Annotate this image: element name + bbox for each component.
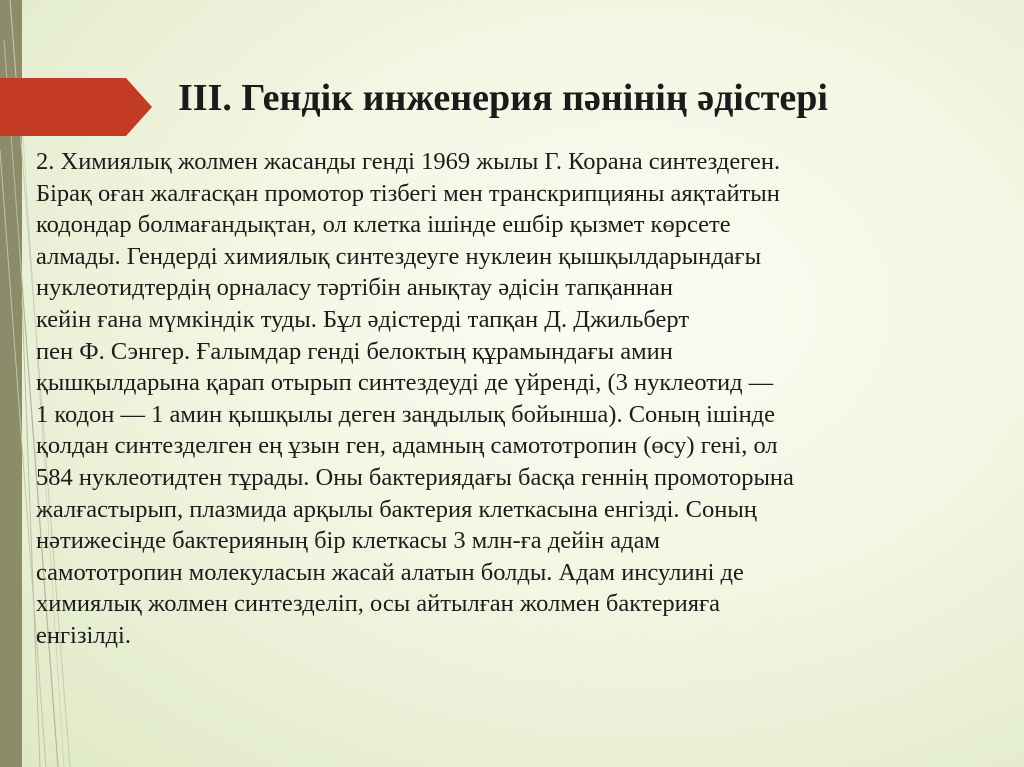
body-line: кодондар болмағандықтан, ол клетка ішінде ешбір қызмет көрсете — [36, 211, 731, 239]
body-line: нуклеотидтердің орналасу тәртібін анықтау әдісін тапқаннан — [36, 274, 673, 302]
body-line: 584 нуклеотидтен тұрады. Оны бактериядағы басқа геннің промоторына — [36, 463, 794, 491]
body-line: алмады. Гендерді химиялық синтездеуге нуклеин қышқылдарындағы — [36, 242, 762, 270]
body-line: нәтижесінде бактерияның бір клеткасы 3 млн-ға дейін адам — [36, 527, 660, 555]
body-line: қолдан синтезделген ең ұзын ген, адамның самототропин (өсу) гені, ол — [36, 432, 778, 460]
slide-title: III. Гендік инженерия пәнінің әдістері — [178, 77, 828, 119]
body-line: 2. Химиялық жолмен жасанды генді 1969 жылы Г. Корана синтездеген. — [36, 148, 781, 175]
body-line: 1 кодон — 1 амин қышқылы деген заңдылық бойынша). Соның ішінде — [36, 400, 776, 428]
title-arrow-banner — [0, 78, 152, 136]
body-line: химиялық жолмен синтезделіп, осы айтылған жолмен бактерияға — [36, 590, 720, 618]
body-line: қышқылдарына қарап отырып синтездеуді де үйренді, (3 нуклеотид — — [36, 369, 774, 397]
body-line: пен Ф. Сэнгер. Ғалымдар генді белоктың құрамындағы амин — [36, 337, 673, 365]
body-line: кейін ғана мүмкіндік туды. Бұл әдістерді тапқан Д. Джильберт — [36, 305, 690, 333]
body-line: жалғастырып, плазмида арқылы бактерия клеткасына енгізді. Соның — [36, 495, 757, 523]
body-line: самототропин молекуласын жасай алатын болды. Адам инсулині де — [36, 558, 744, 586]
body-line: енгізілді. — [36, 621, 131, 649]
slide-body — [36, 146, 1012, 652]
body-line: Бірақ оған жалғасқан промотор тізбегі мен транскрипцияны аяқтайтын — [36, 179, 780, 207]
